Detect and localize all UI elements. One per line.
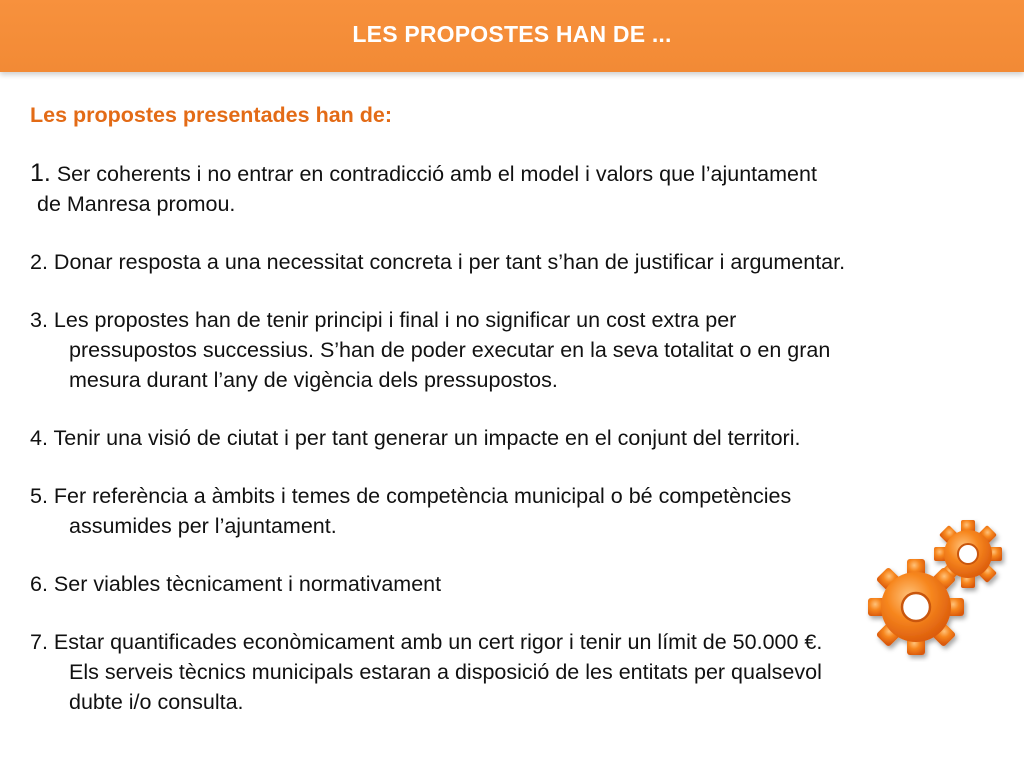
item-text: Fer referència a àmbits i temes de competència municipal o bé competències xyxy=(53,484,792,508)
title-banner xyxy=(0,0,1024,72)
item-line xyxy=(30,481,1020,511)
item-text: Tenir una visió de ciutat i per tant generar un impacte en el conjunt del territori. xyxy=(53,426,801,450)
list-item xyxy=(30,158,1020,219)
item-number: 4. xyxy=(30,426,48,450)
item-text: Donar resposta a una necessitat concreta i per tant s’han de justificar i argumentar. xyxy=(53,250,846,274)
item-line: pressupostos successius. S’han de poder executar en la seva totalitat o en gran xyxy=(69,338,831,362)
item-line xyxy=(30,423,1020,453)
list-item xyxy=(30,423,1020,453)
item-text: Les propostes han de tenir principi i final i no significar un cost extra per xyxy=(53,308,737,332)
item-line: mesura durant l’any de vigència dels pressupostos. xyxy=(69,368,558,392)
item-line xyxy=(30,247,1020,277)
item-number: 7. xyxy=(30,630,48,654)
item-number: 2. xyxy=(30,250,48,274)
item-line xyxy=(30,305,1020,335)
item-number: 6. xyxy=(30,572,48,596)
item-line: Els serveis tècnics municipals estaran a disposició de les entitats per qualsevol xyxy=(69,660,822,684)
item-number: 3. xyxy=(30,308,48,332)
large-gear-icon xyxy=(868,559,964,655)
item-line: assumides per l’ajuntament. xyxy=(69,514,337,538)
item-number: 5. xyxy=(30,484,48,508)
list-item xyxy=(30,305,1020,395)
page-title: LES PROPOSTES HAN DE ... xyxy=(352,20,672,47)
item-text: Ser viables tècnicament i normativament xyxy=(53,572,442,596)
item-line: de Manresa promou. xyxy=(37,192,236,216)
item-line xyxy=(30,158,1020,189)
list-item xyxy=(30,247,1020,277)
item-text: Estar quantificades econòmicament amb un cert rigor i tenir un límit de 50.000 €. xyxy=(53,630,823,654)
gears-graphic xyxy=(860,512,1020,662)
subtitle: Les propostes presentades han de: xyxy=(30,103,393,127)
gears-icon xyxy=(860,512,1020,662)
item-number: 1. xyxy=(30,159,51,187)
item-text: Ser coherents i no entrar en contradicció amb el model i valors que l’ajuntament xyxy=(56,162,817,186)
item-line: dubte i/o consulta. xyxy=(69,690,244,714)
